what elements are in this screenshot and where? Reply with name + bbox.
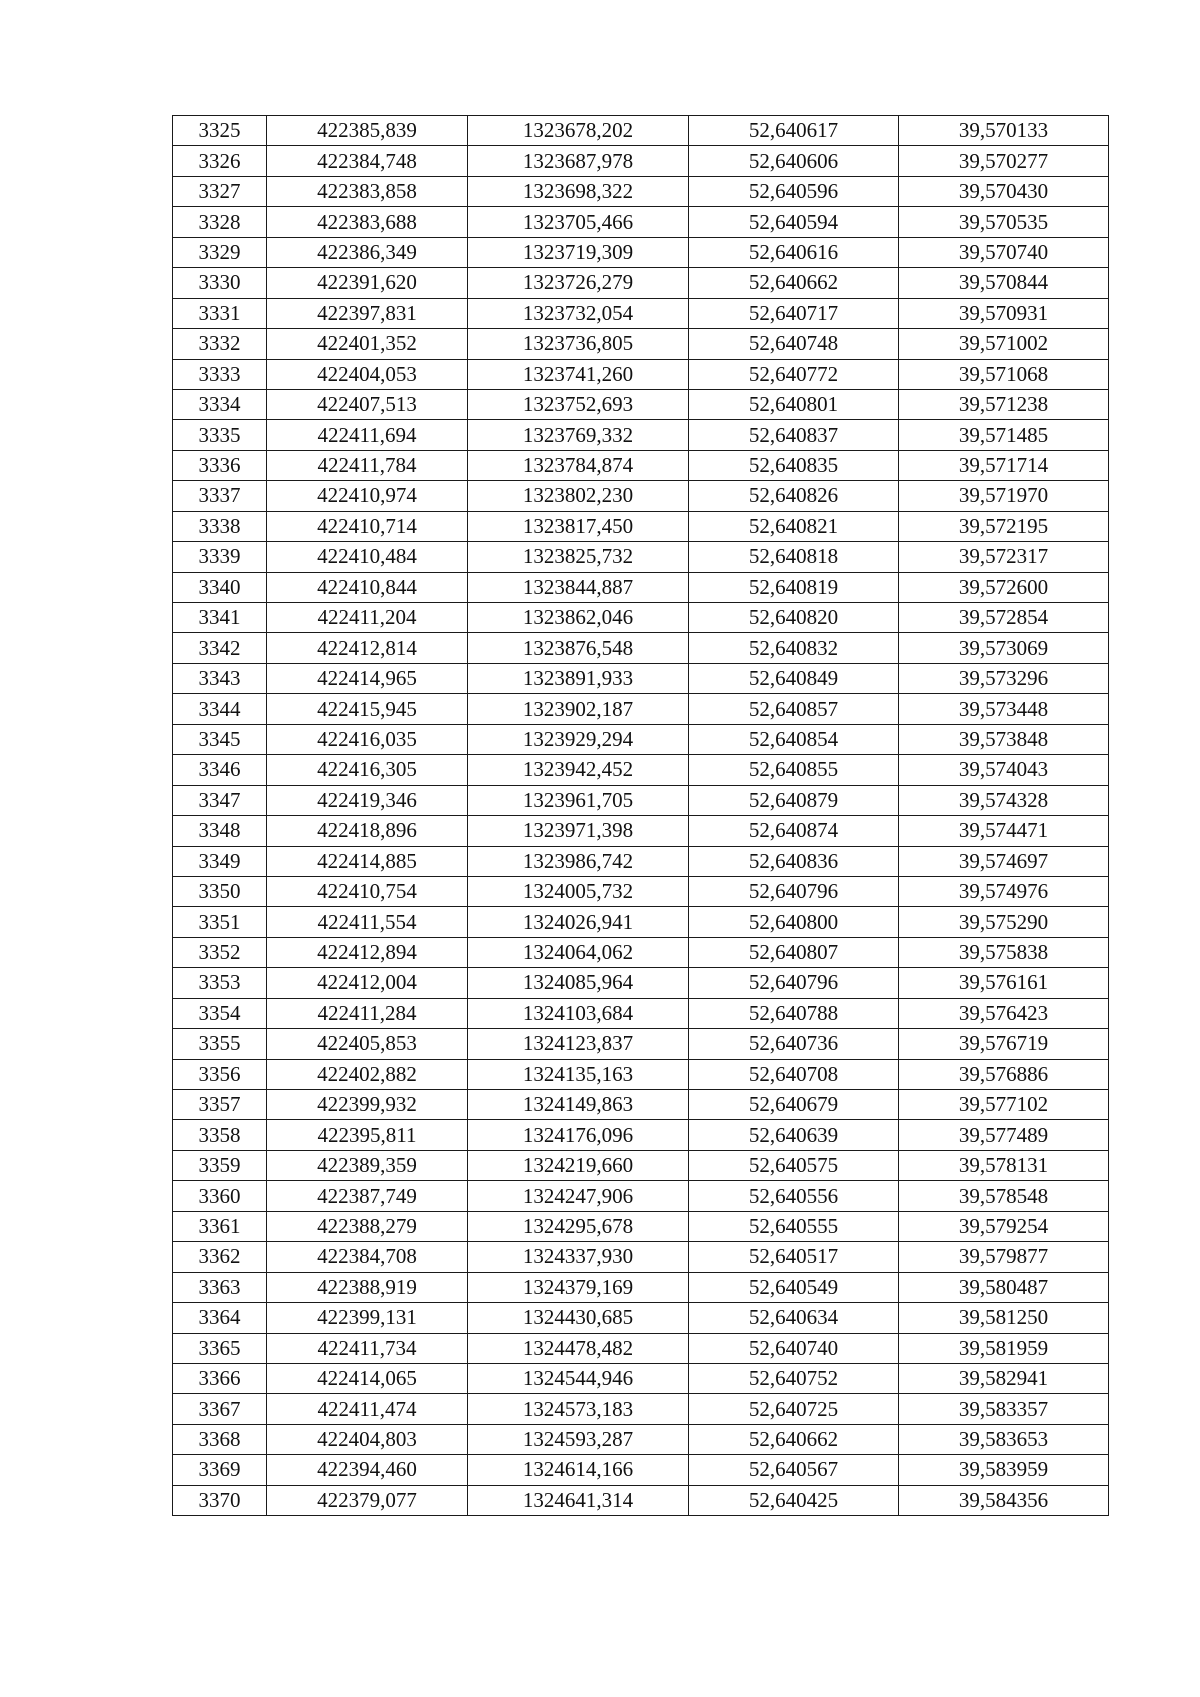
y-coordinate-cell: 1324478,482 — [468, 1333, 689, 1363]
point-number-cell: 3370 — [173, 1485, 267, 1515]
y-coordinate-cell: 1324219,660 — [468, 1150, 689, 1180]
longitude-cell: 39,571970 — [899, 481, 1109, 511]
latitude-cell: 52,640616 — [689, 237, 899, 267]
table-row — [173, 1363, 1109, 1393]
point-number-cell: 3332 — [173, 329, 267, 359]
table-row — [173, 542, 1109, 572]
longitude-cell: 39,571238 — [899, 389, 1109, 419]
latitude-cell: 52,640575 — [689, 1150, 899, 1180]
point-number-cell: 3349 — [173, 846, 267, 876]
table-row — [173, 1211, 1109, 1241]
latitude-cell: 52,640854 — [689, 724, 899, 754]
x-coordinate-cell: 422411,554 — [267, 907, 468, 937]
latitude-cell: 52,640596 — [689, 176, 899, 206]
table-row — [173, 1120, 1109, 1150]
latitude-cell: 52,640879 — [689, 785, 899, 815]
longitude-cell: 39,581959 — [899, 1333, 1109, 1363]
y-coordinate-cell: 1324064,062 — [468, 937, 689, 967]
point-number-cell: 3366 — [173, 1363, 267, 1393]
y-coordinate-cell: 1324641,314 — [468, 1485, 689, 1515]
table-row — [173, 176, 1109, 206]
point-number-cell: 3337 — [173, 481, 267, 511]
point-number-cell: 3328 — [173, 207, 267, 237]
longitude-cell: 39,582941 — [899, 1363, 1109, 1393]
table-row — [173, 237, 1109, 267]
y-coordinate-cell: 1323719,309 — [468, 237, 689, 267]
point-number-cell: 3341 — [173, 603, 267, 633]
longitude-cell: 39,576161 — [899, 968, 1109, 998]
x-coordinate-cell: 422410,754 — [267, 876, 468, 906]
longitude-cell: 39,572854 — [899, 603, 1109, 633]
latitude-cell: 52,640788 — [689, 998, 899, 1028]
point-number-cell: 3327 — [173, 176, 267, 206]
point-number-cell: 3367 — [173, 1394, 267, 1424]
x-coordinate-cell: 422399,932 — [267, 1090, 468, 1120]
y-coordinate-cell: 1323876,548 — [468, 633, 689, 663]
longitude-cell: 39,573448 — [899, 694, 1109, 724]
x-coordinate-cell: 422416,035 — [267, 724, 468, 754]
longitude-cell: 39,571068 — [899, 359, 1109, 389]
table-row — [173, 1090, 1109, 1120]
x-coordinate-cell: 422411,734 — [267, 1333, 468, 1363]
longitude-cell: 39,571485 — [899, 420, 1109, 450]
longitude-cell: 39,576719 — [899, 1029, 1109, 1059]
y-coordinate-cell: 1324026,941 — [468, 907, 689, 937]
x-coordinate-cell: 422404,053 — [267, 359, 468, 389]
latitude-cell: 52,640801 — [689, 389, 899, 419]
point-number-cell: 3346 — [173, 755, 267, 785]
point-number-cell: 3368 — [173, 1424, 267, 1454]
point-number-cell: 3361 — [173, 1211, 267, 1241]
latitude-cell: 52,640517 — [689, 1242, 899, 1272]
table-row — [173, 1272, 1109, 1302]
table-row — [173, 603, 1109, 633]
x-coordinate-cell: 422410,714 — [267, 511, 468, 541]
table-row — [173, 359, 1109, 389]
latitude-cell: 52,640725 — [689, 1394, 899, 1424]
x-coordinate-cell: 422411,284 — [267, 998, 468, 1028]
latitude-cell: 52,640662 — [689, 268, 899, 298]
latitude-cell: 52,640796 — [689, 968, 899, 998]
longitude-cell: 39,579877 — [899, 1242, 1109, 1272]
point-number-cell: 3330 — [173, 268, 267, 298]
point-number-cell: 3340 — [173, 572, 267, 602]
point-number-cell: 3353 — [173, 968, 267, 998]
x-coordinate-cell: 422402,882 — [267, 1059, 468, 1089]
latitude-cell: 52,640807 — [689, 937, 899, 967]
longitude-cell: 39,570844 — [899, 268, 1109, 298]
point-number-cell: 3333 — [173, 359, 267, 389]
latitude-cell: 52,640855 — [689, 755, 899, 785]
longitude-cell: 39,573848 — [899, 724, 1109, 754]
longitude-cell: 39,581250 — [899, 1303, 1109, 1333]
latitude-cell: 52,640836 — [689, 846, 899, 876]
y-coordinate-cell: 1324430,685 — [468, 1303, 689, 1333]
longitude-cell: 39,583959 — [899, 1455, 1109, 1485]
point-number-cell: 3365 — [173, 1333, 267, 1363]
point-number-cell: 3326 — [173, 146, 267, 176]
latitude-cell: 52,640594 — [689, 207, 899, 237]
x-coordinate-cell: 422411,694 — [267, 420, 468, 450]
y-coordinate-cell: 1323736,805 — [468, 329, 689, 359]
x-coordinate-cell: 422411,474 — [267, 1394, 468, 1424]
y-coordinate-cell: 1323678,202 — [468, 116, 689, 146]
longitude-cell: 39,577102 — [899, 1090, 1109, 1120]
longitude-cell: 39,583653 — [899, 1424, 1109, 1454]
longitude-cell: 39,576423 — [899, 998, 1109, 1028]
latitude-cell: 52,640874 — [689, 816, 899, 846]
latitude-cell: 52,640796 — [689, 876, 899, 906]
table-row — [173, 116, 1109, 146]
point-number-cell: 3354 — [173, 998, 267, 1028]
longitude-cell: 39,578548 — [899, 1181, 1109, 1211]
table-row — [173, 481, 1109, 511]
table-row — [173, 755, 1109, 785]
latitude-cell: 52,640679 — [689, 1090, 899, 1120]
point-number-cell: 3343 — [173, 663, 267, 693]
latitude-cell: 52,640819 — [689, 572, 899, 602]
longitude-cell: 39,572317 — [899, 542, 1109, 572]
table-row — [173, 907, 1109, 937]
table-row — [173, 998, 1109, 1028]
latitude-cell: 52,640832 — [689, 633, 899, 663]
y-coordinate-cell: 1323986,742 — [468, 846, 689, 876]
point-number-cell: 3358 — [173, 1120, 267, 1150]
x-coordinate-cell: 422411,784 — [267, 450, 468, 480]
x-coordinate-cell: 422419,346 — [267, 785, 468, 815]
latitude-cell: 52,640662 — [689, 1424, 899, 1454]
y-coordinate-cell: 1323732,054 — [468, 298, 689, 328]
latitude-cell: 52,640748 — [689, 329, 899, 359]
x-coordinate-cell: 422414,065 — [267, 1363, 468, 1393]
table-row — [173, 1303, 1109, 1333]
table-row — [173, 1394, 1109, 1424]
longitude-cell: 39,580487 — [899, 1272, 1109, 1302]
coordinates-table-body — [173, 116, 1109, 1516]
point-number-cell: 3347 — [173, 785, 267, 815]
table-row — [173, 389, 1109, 419]
longitude-cell: 39,583357 — [899, 1394, 1109, 1424]
y-coordinate-cell: 1323961,705 — [468, 785, 689, 815]
x-coordinate-cell: 422395,811 — [267, 1120, 468, 1150]
latitude-cell: 52,640772 — [689, 359, 899, 389]
table-row — [173, 450, 1109, 480]
latitude-cell: 52,640835 — [689, 450, 899, 480]
longitude-cell: 39,574976 — [899, 876, 1109, 906]
table-row — [173, 816, 1109, 846]
x-coordinate-cell: 422383,858 — [267, 176, 468, 206]
table-row — [173, 968, 1109, 998]
latitude-cell: 52,640555 — [689, 1211, 899, 1241]
longitude-cell: 39,574471 — [899, 816, 1109, 846]
y-coordinate-cell: 1323784,874 — [468, 450, 689, 480]
longitude-cell: 39,570740 — [899, 237, 1109, 267]
point-number-cell: 3336 — [173, 450, 267, 480]
point-number-cell: 3331 — [173, 298, 267, 328]
longitude-cell: 39,579254 — [899, 1211, 1109, 1241]
table-row — [173, 876, 1109, 906]
point-number-cell: 3338 — [173, 511, 267, 541]
x-coordinate-cell: 422414,885 — [267, 846, 468, 876]
table-row — [173, 1333, 1109, 1363]
point-number-cell: 3355 — [173, 1029, 267, 1059]
point-number-cell: 3359 — [173, 1150, 267, 1180]
x-coordinate-cell: 422415,945 — [267, 694, 468, 724]
latitude-cell: 52,640826 — [689, 481, 899, 511]
table-row — [173, 724, 1109, 754]
latitude-cell: 52,640837 — [689, 420, 899, 450]
y-coordinate-cell: 1323817,450 — [468, 511, 689, 541]
longitude-cell: 39,571714 — [899, 450, 1109, 480]
x-coordinate-cell: 422384,748 — [267, 146, 468, 176]
latitude-cell: 52,640800 — [689, 907, 899, 937]
table-row — [173, 1029, 1109, 1059]
x-coordinate-cell: 422410,974 — [267, 481, 468, 511]
y-coordinate-cell: 1324149,863 — [468, 1090, 689, 1120]
latitude-cell: 52,640425 — [689, 1485, 899, 1515]
longitude-cell: 39,570430 — [899, 176, 1109, 206]
y-coordinate-cell: 1323929,294 — [468, 724, 689, 754]
longitude-cell: 39,584356 — [899, 1485, 1109, 1515]
longitude-cell: 39,570277 — [899, 146, 1109, 176]
point-number-cell: 3335 — [173, 420, 267, 450]
point-number-cell: 3362 — [173, 1242, 267, 1272]
y-coordinate-cell: 1324295,678 — [468, 1211, 689, 1241]
latitude-cell: 52,640821 — [689, 511, 899, 541]
point-number-cell: 3339 — [173, 542, 267, 572]
y-coordinate-cell: 1324593,287 — [468, 1424, 689, 1454]
y-coordinate-cell: 1323971,398 — [468, 816, 689, 846]
table-row — [173, 420, 1109, 450]
y-coordinate-cell: 1323705,466 — [468, 207, 689, 237]
x-coordinate-cell: 422387,749 — [267, 1181, 468, 1211]
x-coordinate-cell: 422397,831 — [267, 298, 468, 328]
point-number-cell: 3369 — [173, 1455, 267, 1485]
point-number-cell: 3348 — [173, 816, 267, 846]
y-coordinate-cell: 1324123,837 — [468, 1029, 689, 1059]
table-row — [173, 663, 1109, 693]
table-row — [173, 1150, 1109, 1180]
x-coordinate-cell: 422412,814 — [267, 633, 468, 663]
y-coordinate-cell: 1324379,169 — [468, 1272, 689, 1302]
table-row — [173, 1181, 1109, 1211]
longitude-cell: 39,577489 — [899, 1120, 1109, 1150]
y-coordinate-cell: 1323698,322 — [468, 176, 689, 206]
longitude-cell: 39,570133 — [899, 116, 1109, 146]
latitude-cell: 52,640556 — [689, 1181, 899, 1211]
x-coordinate-cell: 422399,131 — [267, 1303, 468, 1333]
x-coordinate-cell: 422405,853 — [267, 1029, 468, 1059]
longitude-cell: 39,575290 — [899, 907, 1109, 937]
point-number-cell: 3360 — [173, 1181, 267, 1211]
x-coordinate-cell: 422384,708 — [267, 1242, 468, 1272]
latitude-cell: 52,640606 — [689, 146, 899, 176]
x-coordinate-cell: 422383,688 — [267, 207, 468, 237]
y-coordinate-cell: 1323769,332 — [468, 420, 689, 450]
y-coordinate-cell: 1324247,906 — [468, 1181, 689, 1211]
latitude-cell: 52,640740 — [689, 1333, 899, 1363]
latitude-cell: 52,640567 — [689, 1455, 899, 1485]
x-coordinate-cell: 422388,919 — [267, 1272, 468, 1302]
latitude-cell: 52,640752 — [689, 1363, 899, 1393]
y-coordinate-cell: 1323825,732 — [468, 542, 689, 572]
y-coordinate-cell: 1323726,279 — [468, 268, 689, 298]
x-coordinate-cell: 422410,844 — [267, 572, 468, 602]
x-coordinate-cell: 422418,896 — [267, 816, 468, 846]
table-row — [173, 146, 1109, 176]
longitude-cell: 39,574043 — [899, 755, 1109, 785]
y-coordinate-cell: 1323844,887 — [468, 572, 689, 602]
point-number-cell: 3351 — [173, 907, 267, 937]
longitude-cell: 39,573296 — [899, 663, 1109, 693]
y-coordinate-cell: 1323752,693 — [468, 389, 689, 419]
y-coordinate-cell: 1324614,166 — [468, 1455, 689, 1485]
y-coordinate-cell: 1323891,933 — [468, 663, 689, 693]
table-row — [173, 846, 1109, 876]
latitude-cell: 52,640849 — [689, 663, 899, 693]
point-number-cell: 3364 — [173, 1303, 267, 1333]
point-number-cell: 3356 — [173, 1059, 267, 1089]
point-number-cell: 3334 — [173, 389, 267, 419]
y-coordinate-cell: 1324103,684 — [468, 998, 689, 1028]
latitude-cell: 52,640717 — [689, 298, 899, 328]
x-coordinate-cell: 422386,349 — [267, 237, 468, 267]
point-number-cell: 3352 — [173, 937, 267, 967]
y-coordinate-cell: 1324176,096 — [468, 1120, 689, 1150]
point-number-cell: 3342 — [173, 633, 267, 663]
y-coordinate-cell: 1323802,230 — [468, 481, 689, 511]
latitude-cell: 52,640708 — [689, 1059, 899, 1089]
x-coordinate-cell: 422410,484 — [267, 542, 468, 572]
x-coordinate-cell: 422391,620 — [267, 268, 468, 298]
coordinates-table — [172, 115, 1109, 1516]
longitude-cell: 39,570535 — [899, 207, 1109, 237]
table-row — [173, 298, 1109, 328]
longitude-cell: 39,574328 — [899, 785, 1109, 815]
table-row — [173, 207, 1109, 237]
table-row — [173, 1485, 1109, 1515]
table-row — [173, 1059, 1109, 1089]
table-row — [173, 1242, 1109, 1272]
longitude-cell: 39,573069 — [899, 633, 1109, 663]
point-number-cell: 3345 — [173, 724, 267, 754]
y-coordinate-cell: 1324135,163 — [468, 1059, 689, 1089]
longitude-cell: 39,574697 — [899, 846, 1109, 876]
point-number-cell: 3344 — [173, 694, 267, 724]
x-coordinate-cell: 422412,004 — [267, 968, 468, 998]
y-coordinate-cell: 1324085,964 — [468, 968, 689, 998]
point-number-cell: 3329 — [173, 237, 267, 267]
latitude-cell: 52,640820 — [689, 603, 899, 633]
latitude-cell: 52,640617 — [689, 116, 899, 146]
y-coordinate-cell: 1324337,930 — [468, 1242, 689, 1272]
x-coordinate-cell: 422414,965 — [267, 663, 468, 693]
table-row — [173, 785, 1109, 815]
longitude-cell: 39,578131 — [899, 1150, 1109, 1180]
y-coordinate-cell: 1324573,183 — [468, 1394, 689, 1424]
x-coordinate-cell: 422416,305 — [267, 755, 468, 785]
table-row — [173, 694, 1109, 724]
table-row — [173, 511, 1109, 541]
latitude-cell: 52,640549 — [689, 1272, 899, 1302]
x-coordinate-cell: 422404,803 — [267, 1424, 468, 1454]
table-row — [173, 937, 1109, 967]
point-number-cell: 3363 — [173, 1272, 267, 1302]
longitude-cell: 39,570931 — [899, 298, 1109, 328]
y-coordinate-cell: 1323942,452 — [468, 755, 689, 785]
point-number-cell: 3350 — [173, 876, 267, 906]
x-coordinate-cell: 422394,460 — [267, 1455, 468, 1485]
table-row — [173, 268, 1109, 298]
y-coordinate-cell: 1324544,946 — [468, 1363, 689, 1393]
point-number-cell: 3325 — [173, 116, 267, 146]
x-coordinate-cell: 422411,204 — [267, 603, 468, 633]
latitude-cell: 52,640634 — [689, 1303, 899, 1333]
table-row — [173, 572, 1109, 602]
longitude-cell: 39,572195 — [899, 511, 1109, 541]
table-row — [173, 1455, 1109, 1485]
x-coordinate-cell: 422385,839 — [267, 116, 468, 146]
table-row — [173, 633, 1109, 663]
x-coordinate-cell: 422407,513 — [267, 389, 468, 419]
longitude-cell: 39,572600 — [899, 572, 1109, 602]
y-coordinate-cell: 1323741,260 — [468, 359, 689, 389]
y-coordinate-cell: 1324005,732 — [468, 876, 689, 906]
point-number-cell: 3357 — [173, 1090, 267, 1120]
longitude-cell: 39,571002 — [899, 329, 1109, 359]
longitude-cell: 39,576886 — [899, 1059, 1109, 1089]
x-coordinate-cell: 422412,894 — [267, 937, 468, 967]
y-coordinate-cell: 1323862,046 — [468, 603, 689, 633]
x-coordinate-cell: 422389,359 — [267, 1150, 468, 1180]
latitude-cell: 52,640736 — [689, 1029, 899, 1059]
table-row — [173, 1424, 1109, 1454]
x-coordinate-cell: 422388,279 — [267, 1211, 468, 1241]
latitude-cell: 52,640639 — [689, 1120, 899, 1150]
y-coordinate-cell: 1323687,978 — [468, 146, 689, 176]
y-coordinate-cell: 1323902,187 — [468, 694, 689, 724]
latitude-cell: 52,640857 — [689, 694, 899, 724]
x-coordinate-cell: 422401,352 — [267, 329, 468, 359]
table-row — [173, 329, 1109, 359]
latitude-cell: 52,640818 — [689, 542, 899, 572]
longitude-cell: 39,575838 — [899, 937, 1109, 967]
x-coordinate-cell: 422379,077 — [267, 1485, 468, 1515]
